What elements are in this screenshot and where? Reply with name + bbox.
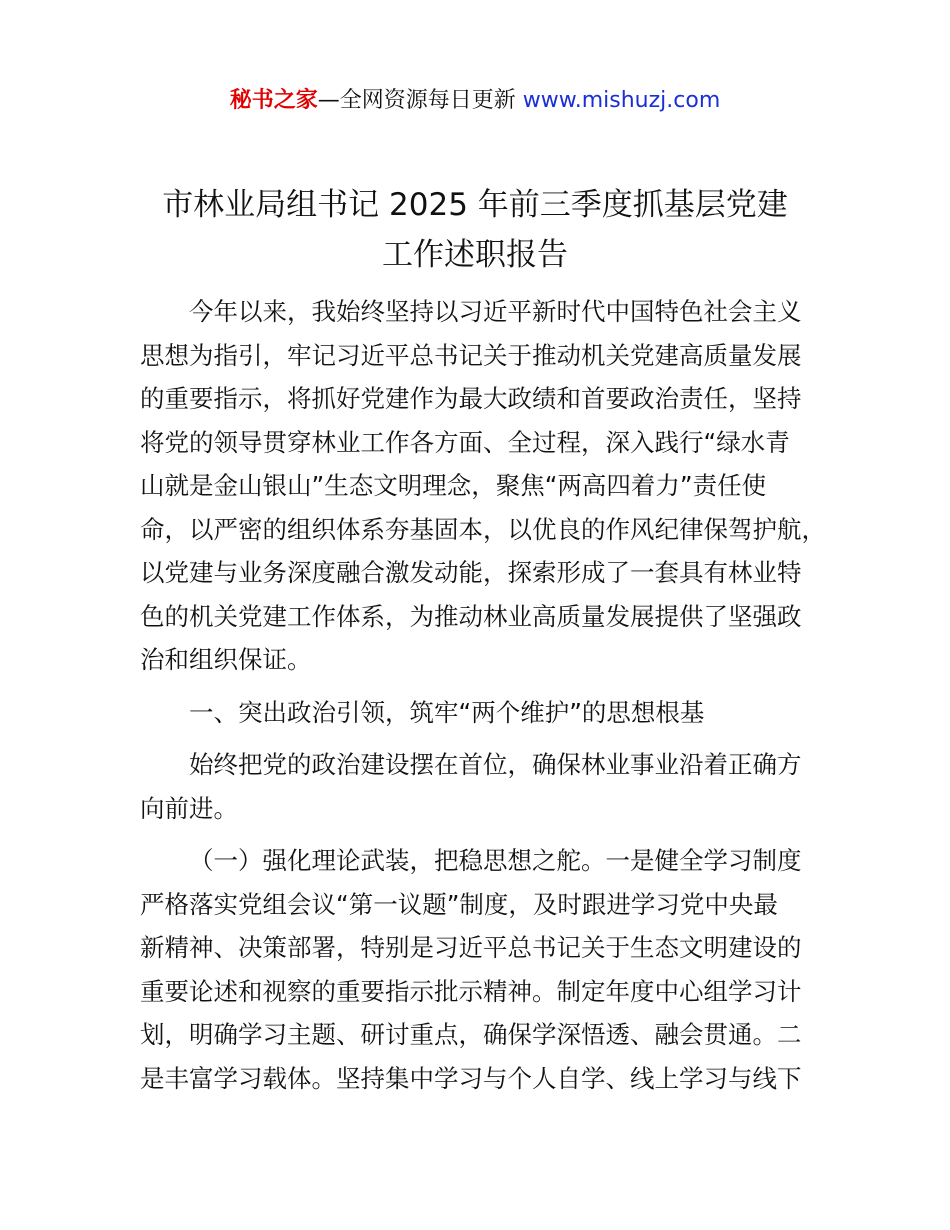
section-heading: 一、突出政治引领，筑牢“两个维护”的思想根基 bbox=[189, 697, 705, 727]
site-brand: 秘书之家 bbox=[229, 88, 318, 113]
paragraph-line: 今年以来，我始终坚持以习近平新时代中国特色社会主义 bbox=[189, 297, 802, 326]
paragraph-line: 将党的领导贯穿林业工作各方面、全过程，深入践行“绿水青 bbox=[140, 427, 790, 457]
paragraph-line: 色的机关党建工作体系，为推动林业高质量发展提供了坚强政 bbox=[140, 601, 802, 631]
document-body bbox=[140, 290, 830, 1100]
paragraph-line: 严格落实党组会议“第一议题”制度，及时跟进学习党中央最 bbox=[140, 889, 778, 919]
subsection-paragraph bbox=[140, 839, 830, 1100]
paragraph-line: 的重要指示，将抓好党建作为最大政绩和首要政治责任，坚持 bbox=[140, 384, 802, 413]
site-url-link[interactable]: www.mishuzj.com bbox=[522, 88, 721, 113]
intro-paragraph bbox=[140, 290, 830, 682]
site-header bbox=[0, 86, 950, 116]
paragraph-line: 思想为指引，牢记习近平总书记关于推动机关党建高质量发展 bbox=[140, 340, 802, 370]
paragraph-line: 治和组织保证。 bbox=[140, 645, 312, 674]
title-line-2: 工作述职报告 bbox=[382, 237, 568, 273]
paragraph-line: 是丰富学习载体。坚持集中学习与个人自学、线上学习与线下 bbox=[140, 1063, 802, 1093]
paragraph-line: 始终把党的政治建设摆在首位，确保林业事业沿着正确方 bbox=[189, 750, 802, 779]
paragraph-line: 命，以严密的组织体系夯基固本，以优良的作风纪律保驾护航， bbox=[140, 514, 826, 544]
paragraph-line: 划，明确学习主题、研讨重点，确保学深悟透、融会贯通。二 bbox=[140, 1020, 802, 1049]
paragraph-line: 重要论述和视察的重要指示批示精神。制定年度中心组学习计 bbox=[140, 976, 802, 1006]
paragraph-line: 向前进。 bbox=[140, 793, 238, 823]
section-intro-paragraph bbox=[140, 743, 830, 830]
title-line-1: 市林业局组书记 2025 年前三季度抓基层党建 bbox=[162, 187, 788, 223]
paragraph-line: 新精神、决策部署，特别是习近平总书记关于生态文明建设的 bbox=[140, 933, 802, 962]
paragraph-line: （一）强化理论武装，把稳思想之舵。一是健全学习制度 bbox=[189, 846, 802, 875]
paragraph-line: 以党建与业务深度融合激发动能，探索形成了一套具有林业特 bbox=[140, 558, 802, 587]
site-slogan: —全网资源每日更新 bbox=[317, 88, 523, 113]
document-title bbox=[120, 180, 830, 280]
paragraph-line: 山就是金山银山”生态文明理念，聚焦“两高四着力”责任使 bbox=[140, 471, 767, 500]
